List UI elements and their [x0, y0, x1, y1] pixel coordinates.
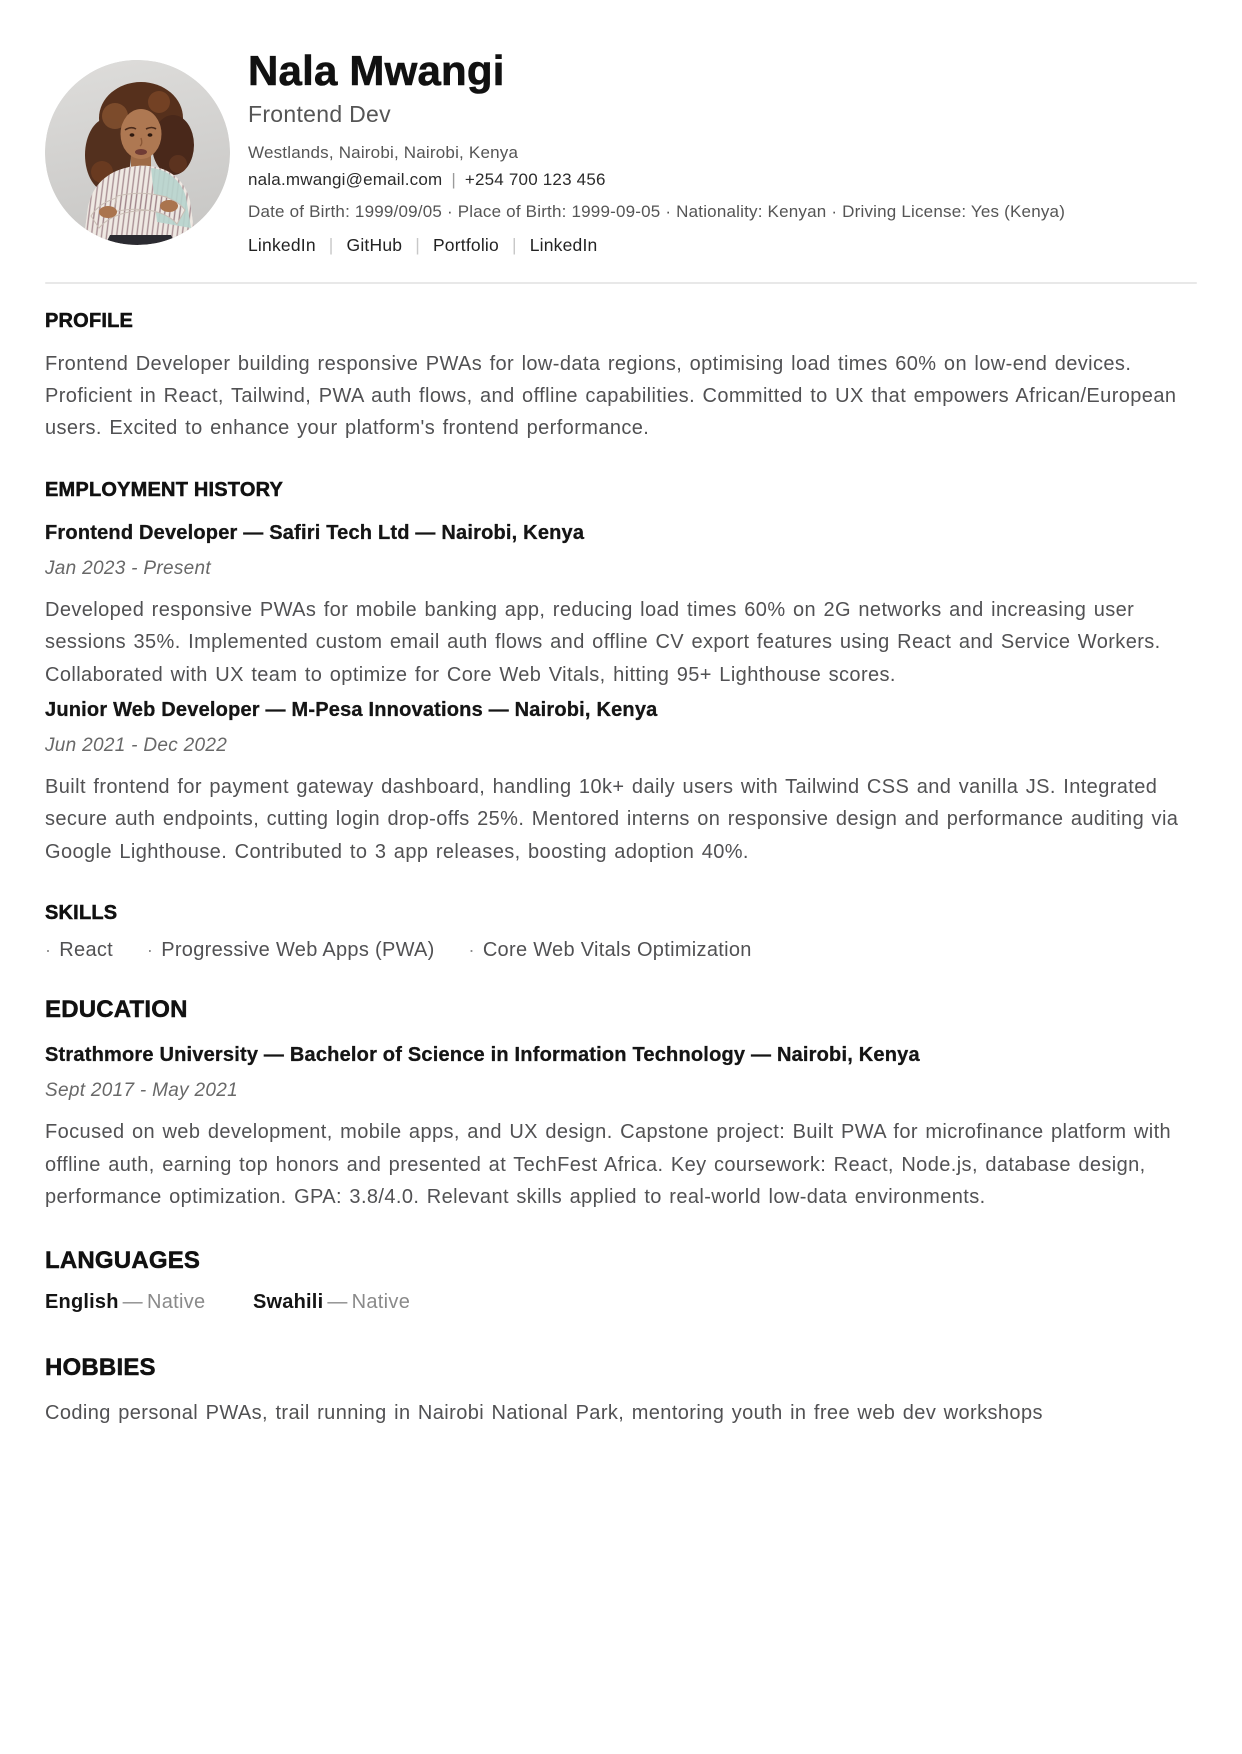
language-separator: —: [327, 1291, 348, 1314]
link-linkedin-1[interactable]: LinkedIn: [248, 234, 316, 255]
language-level: Native: [146, 1291, 206, 1314]
candidate-address: Westlands, Nairobi, Nairobi, Kenya: [248, 143, 519, 163]
skill-item: [469, 939, 752, 961]
link-separator: |: [511, 234, 517, 255]
header-text-block: [248, 48, 1065, 256]
hobbies-heading: HOBBIES: [45, 1354, 156, 1382]
candidate-job-title: Frontend Dev: [248, 101, 391, 128]
section-profile: [45, 310, 1197, 445]
section-employment-history: [45, 479, 1197, 868]
bullet-icon: ·: [146, 940, 154, 961]
skills-list: [45, 939, 1197, 962]
hobbies-description: Coding personal PWAs, trail running in Nairobi National Park, mentoring youth in free web dev workshops: [45, 1402, 1043, 1425]
language-item: [45, 1291, 205, 1313]
skill-label: Progressive Web Apps (PWA): [161, 939, 435, 962]
job-description: Developed responsive PWAs for mobile banking app, reducing load times 60% on 2G networks and increasing user sessions 35%. Implemented custom email auth flows and offline CV export features using React and Service Workers. Collaborated with UX team to optimize for Core Web Vitals, hitting 95+ Lighthouse scores.: [45, 598, 1161, 686]
section-languages: [45, 1247, 1197, 1314]
link-github[interactable]: GitHub: [346, 234, 403, 255]
header-divider: [45, 282, 1197, 284]
language-name: Swahili: [253, 1291, 324, 1314]
candidate-email: nala.mwangi@email.com: [248, 170, 443, 190]
bullet-icon: ·: [45, 940, 52, 961]
profile-heading: PROFILE: [45, 309, 134, 332]
resume-header: [45, 48, 1197, 256]
language-item: [253, 1291, 410, 1313]
job-title-line: Frontend Developer — Safiri Tech Ltd — Nairobi, Kenya: [45, 521, 585, 544]
profile-summary: Frontend Developer building responsive PWAs for low-data regions, optimising load times 60% on low-end devices. Proficient in React, Tailwind, PWA auth flows, and offline capabilities. Committed to UX that empowers African/European users. Excited to enhance your platform's frontend performance.: [45, 352, 1177, 440]
education-heading: EDUCATION: [45, 996, 188, 1024]
contact-line: [248, 170, 1065, 190]
skill-label: Core Web Vitals Optimization: [482, 939, 752, 962]
language-separator: —: [122, 1291, 143, 1314]
profile-links-row: [248, 235, 1065, 256]
skills-heading: SKILLS: [45, 902, 118, 925]
languages-heading: LANGUAGES: [45, 1247, 201, 1275]
profile-photo: [45, 60, 230, 245]
section-skills: [45, 902, 1197, 962]
languages-list: [45, 1291, 1197, 1314]
link-separator: |: [415, 234, 420, 255]
bullet-icon: ·: [468, 940, 475, 961]
job-dates: Jan 2023 - Present: [45, 557, 211, 579]
avatar-illustration: [45, 60, 230, 245]
language-level: Native: [351, 1291, 411, 1314]
job-entry: [45, 699, 1197, 868]
employment-heading: EMPLOYMENT HISTORY: [45, 478, 284, 501]
section-hobbies: [45, 1354, 1197, 1429]
section-education: [45, 996, 1197, 1213]
education-title-line: Strathmore University — Bachelor of Science in Information Technology — Nairobi, Kenya: [45, 1044, 920, 1067]
personal-details: Date of Birth: 1999/09/05 · Place of Birth: 1999-09-05 · Nationality: Kenyan · Driving License: Yes (Kenya): [248, 202, 1066, 222]
contact-separator: |: [451, 170, 456, 190]
education-dates: Sept 2017 - May 2021: [45, 1080, 238, 1102]
job-title-line: Junior Web Developer — M-Pesa Innovations — Nairobi, Kenya: [45, 698, 658, 721]
education-description: Focused on web development, mobile apps, and UX design. Capstone project: Built PWA for microfinance platform with offline auth, earning top honors and presented at TechFest Africa. Key coursework: React, Node.js, database design, performance optimization. GPA: 3.8/4.0. Relevant skills applied to real-world low-data environments.: [45, 1121, 1172, 1208]
skill-label: React: [59, 939, 114, 962]
education-entry: [45, 1044, 1197, 1213]
job-dates: Jun 2021 - Dec 2022: [45, 734, 228, 756]
job-entry: [45, 522, 1197, 691]
language-name: English: [45, 1291, 119, 1314]
skill-item: [45, 939, 113, 961]
candidate-name: Nala Mwangi: [248, 47, 505, 94]
link-portfolio[interactable]: Portfolio: [432, 234, 499, 255]
job-description: Built frontend for payment gateway dashboard, handling 10k+ daily users with Tailwind CSS and vanilla JS. Integrated secure auth endpoints, cutting login drop-offs 25%. Mentored interns on responsive design and performance auditing via Google Lighthouse. Contributed to 3 app releases, boosting adoption 40%.: [45, 775, 1179, 863]
link-separator: |: [328, 234, 334, 255]
candidate-phone: +254 700 123 456: [464, 170, 606, 190]
skill-item: [147, 939, 435, 961]
link-linkedin-2[interactable]: LinkedIn: [529, 234, 598, 255]
